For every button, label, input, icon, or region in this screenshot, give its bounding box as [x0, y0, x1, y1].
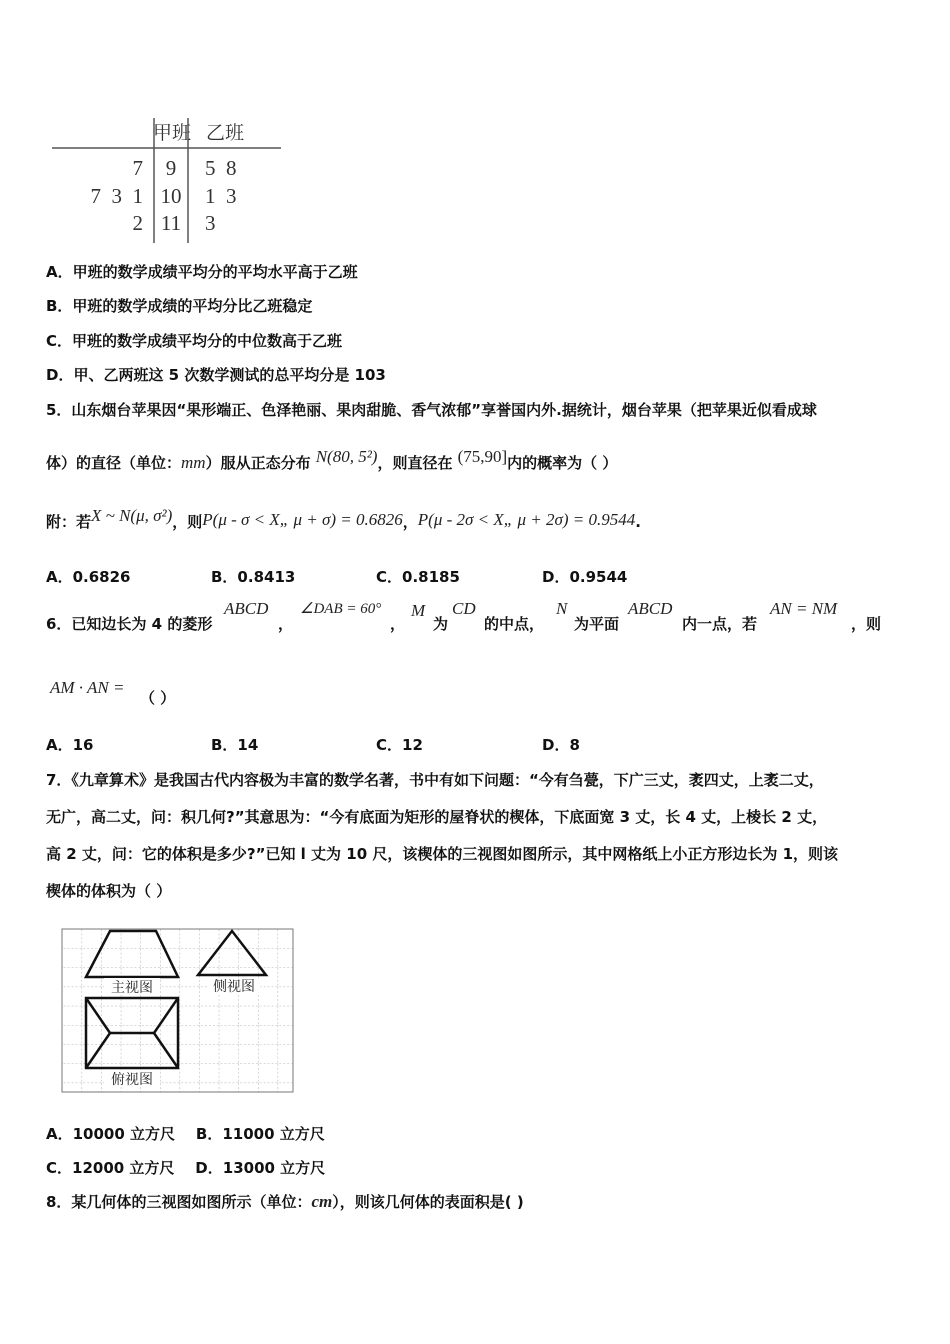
q8-stem: 8．某几何体的三视图如图所示（单位：cm），则该几何体的表面积是( )	[46, 1192, 524, 1211]
stem-leaf-right-leaves: 1 3	[205, 184, 237, 208]
q6-formula-dot-product: AM · AN =	[50, 678, 125, 697]
q5-option-a: A．0.6826	[46, 568, 131, 586]
q4-option-c: C．甲班的数学成绩平均分的中位数高于乙班	[46, 332, 343, 350]
q6-formula-n: N	[556, 599, 568, 618]
q7-options-line2: C．12000 立方尺 D．13000 立方尺	[46, 1159, 326, 1177]
q5-note-p2-formula: P(μ - 2σ < X„ μ + 2σ) = 0.9544	[417, 510, 636, 529]
stem-leaf-left-leaves: 7 3 1	[90, 184, 143, 208]
stem-leaf-stem: 11	[160, 211, 182, 235]
q5-stem-line1: 5．山东烟台苹果因“果形端正、色泽艳丽、果肉甜脆、香气浓郁”享誉国内外.据统计，烟台苹果（把苹果近似看成球	[46, 401, 817, 419]
side-view-label: 侧视图	[213, 979, 255, 995]
stem-leaf-right-leaves: 5 8	[205, 156, 237, 180]
q4-option-a: A．甲班的数学成绩平均分的平均水平高于乙班	[46, 263, 358, 281]
q5-stem-line2: 体）的直径（单位：mm）服从正态分布 N(80, 5²)，则直径在 (75,90]内的概率为（ ）	[46, 447, 618, 472]
q6-formula-cd: CD	[452, 599, 476, 618]
q4-option-b: B．甲班的数学成绩的平均分比乙班稳定	[46, 297, 313, 315]
q5-option-c: C．0.8185	[376, 568, 460, 586]
q7-stem-line2: 无广，高二丈，问：积几何?”其意思为：“今有底面为矩形的屋脊状的楔体，下底面宽 3 丈，长 4 丈，上棱长 2 丈，	[46, 808, 828, 826]
stem-leaf-left-leaves: 7	[132, 156, 143, 180]
q5-option-b: B．0.8413	[211, 568, 296, 586]
three-view-diagram	[58, 925, 298, 1095]
q7-stem-line3: 高 2 丈，问：它的体积是多少?”已知 l 丈为 10 尺，该楔体的三视图如图所示，其中网格纸上小正方形边长为 1，则该	[46, 845, 839, 863]
q6-stem-t8: ，则	[851, 615, 882, 633]
q6-stem-t5: 的中点，	[484, 615, 545, 633]
stem-leaf-header-right: 乙班	[206, 123, 245, 144]
stem-leaf-right-leaves: 3	[205, 211, 216, 235]
q6-option-d: D．8	[542, 736, 580, 754]
q4-option-d: D．甲、乙两班这 5 次数学测试的总平均分是 103	[46, 366, 386, 384]
q6-stem-t7: 内一点，若	[682, 615, 758, 633]
front-view-label: 主视图	[111, 980, 153, 996]
q6-stem-t3: ，	[390, 615, 406, 633]
q6-stem-t4: 为	[433, 615, 449, 633]
q7-options-line1: A．10000 立方尺 B．11000 立方尺	[46, 1125, 325, 1143]
q6-stem-t1: 6．已知边长为 4 的菱形	[46, 615, 213, 633]
q7-stem-line1: 7．《九章算术》是我国古代内容极为丰富的数学名著，书中有如下问题：“今有刍甍，下广三丈，袤四丈，上袤二丈，	[46, 771, 824, 789]
q6-formula-abcd: ABCD	[224, 599, 269, 618]
q6-formula-m: M	[411, 601, 426, 620]
q6-formula-angle: ∠DAB = 60°	[300, 601, 382, 617]
q6-stem-t2: ，	[278, 615, 294, 633]
top-view-label: 俯视图	[111, 1072, 153, 1088]
q6-stem-t9: （ ）	[140, 689, 176, 707]
stem-leaf-left-leaves: 2	[132, 211, 143, 235]
stem-leaf-header-left: 甲班	[153, 123, 192, 144]
q6-option-c: C．12	[376, 736, 423, 754]
q5-distribution-formula: N(80, 5²)	[315, 447, 378, 466]
q6-formula-abcd-2: ABCD	[628, 599, 673, 618]
q5-interval-formula: (75,90]	[457, 447, 508, 466]
q5-option-d: D．0.9544	[542, 568, 628, 586]
q5-note-dist-formula: X ~ N(μ, σ²)	[91, 506, 173, 525]
q6-option-b: B．14	[211, 736, 259, 754]
q6-option-a: A．16	[46, 736, 94, 754]
q6-stem-t6: 为平面	[574, 615, 620, 633]
q6-formula-an-nm: AN = NM	[770, 599, 838, 618]
stem-leaf-plot	[48, 115, 288, 245]
stem-leaf-stem: 9	[165, 156, 177, 180]
q7-stem-line4: 楔体的体积为（ ）	[46, 882, 172, 900]
q5-note-p1-formula: P(μ - σ < X„ μ + σ) = 0.6826	[202, 510, 403, 529]
q5-note: 附：若X ~ N(μ, σ²)，则P(μ - σ < X„ μ + σ) = 0.6826，P(μ - 2σ < X„ μ + 2σ) = 0.9544.	[46, 506, 641, 531]
stem-leaf-stem: 10	[160, 184, 182, 208]
